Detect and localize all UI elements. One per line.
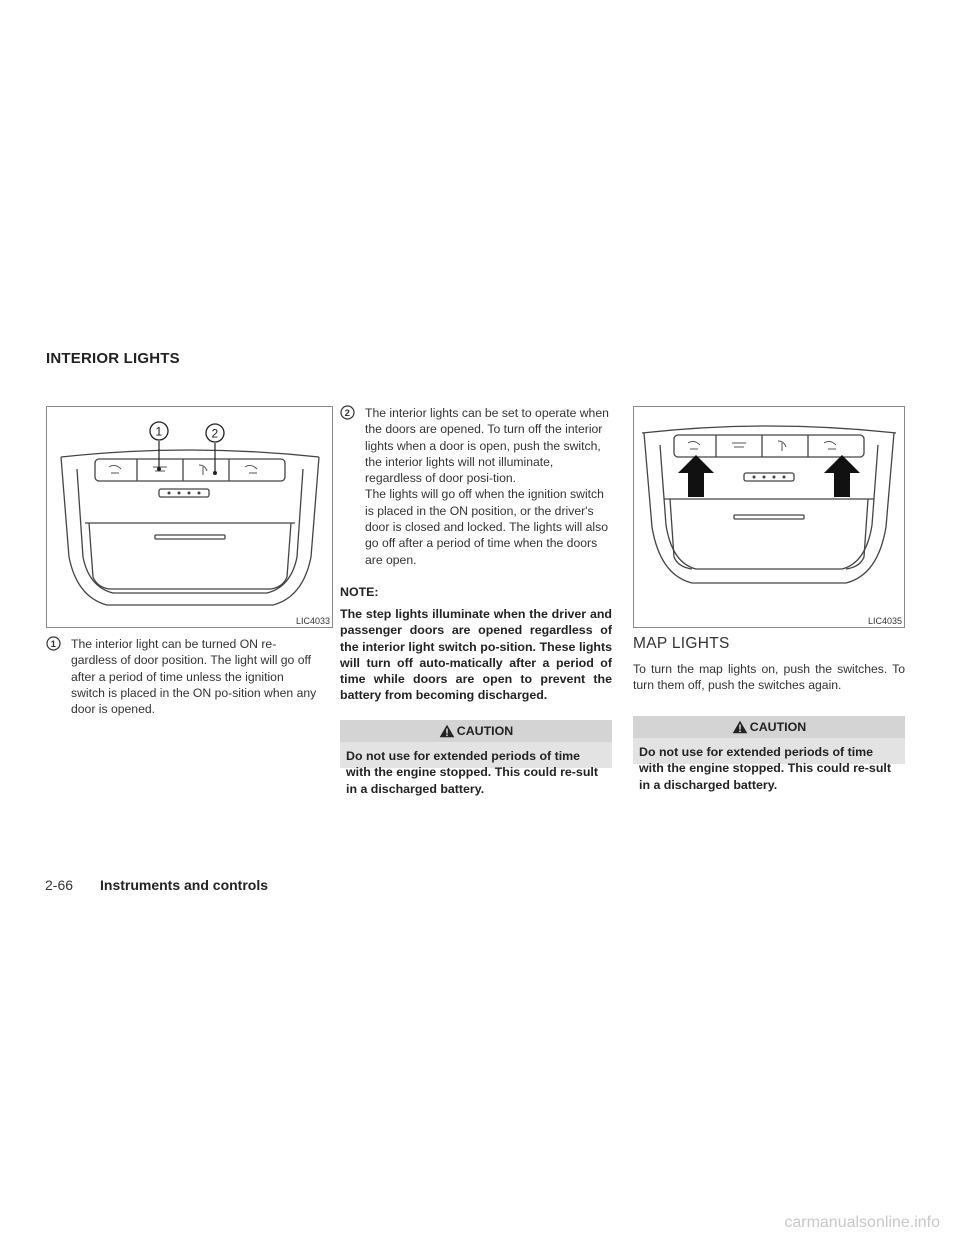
caution-box-1 [340, 720, 612, 796]
figure-overhead-console-2 [633, 406, 905, 628]
step-2-text-2: The lights will go off when the ignition switch is placed in the ON position, or the driver's door is closed and locked. The lights will also go off after a period of time when the doors are open. [365, 487, 608, 567]
arrow-icons [678, 455, 860, 497]
up-arrow-icon-right [824, 455, 860, 497]
step-2 [340, 405, 612, 568]
note-label: NOTE: [340, 585, 379, 599]
page-number: 2-66 [45, 877, 74, 893]
figure-code: LIC4033 [295, 616, 330, 626]
figure-overhead-console-1 [46, 406, 333, 628]
step-1-text: The interior light can be turned ON re-gardless of door position. The light will go off after a period of time unless the ignition switch is placed in the ON po-sition when any door is opened. [71, 637, 317, 717]
up-arrow-icon-left [678, 455, 714, 497]
step-2-text: The interior lights can be set to operate when the doors are opened. To turn off the interior lights when a door is open, push the switch, the interior lights will not illuminate, regardless of door posi-tion. [365, 406, 609, 486]
note-text: The step lights illuminate when the driver and passenger doors are opened regardless of the interior light switch po-sition. These lights will turn off auto-matically after a period of time while doors are open to prevent the battery from becoming discharged. [340, 607, 612, 703]
map-lights-text: To turn the map lights on, push the switches. To turn them off, push the switches again. [633, 662, 905, 693]
warning-icon-2 [732, 720, 748, 734]
caution-text-2: Do not use for extended periods of time with the engine stopped. This could re-sult in a discharged battery. [639, 745, 891, 792]
caution-text-1: Do not use for extended periods of time with the engine stopped. This could re-sult in a discharged battery. [346, 749, 598, 796]
callout-1: 1 [155, 424, 163, 439]
caution-title-1: CAUTION [456, 724, 514, 738]
overhead-console-illustration [47, 407, 332, 627]
caution-title-2: CAUTION [749, 720, 807, 734]
svg-text:1: 1 [50, 639, 56, 651]
svg-text:2: 2 [344, 408, 350, 420]
section-title: INTERIOR LIGHTS [46, 350, 180, 367]
number-2-icon [340, 405, 355, 420]
caution-box-2 [633, 716, 905, 792]
watermark: carmanualsonline.info [784, 1214, 940, 1231]
warning-icon [439, 724, 455, 738]
number-1-icon [46, 636, 61, 651]
step-1 [46, 636, 318, 717]
chapter-title: Instruments and controls [100, 877, 269, 893]
overhead-console-illustration-arrows [634, 407, 904, 627]
caution-header-2 [633, 716, 905, 738]
callout-2: 2 [211, 426, 219, 441]
caution-header-1 [340, 720, 612, 742]
figure-code-2: LIC4035 [867, 616, 902, 626]
map-lights-heading: MAP LIGHTS [633, 635, 730, 652]
